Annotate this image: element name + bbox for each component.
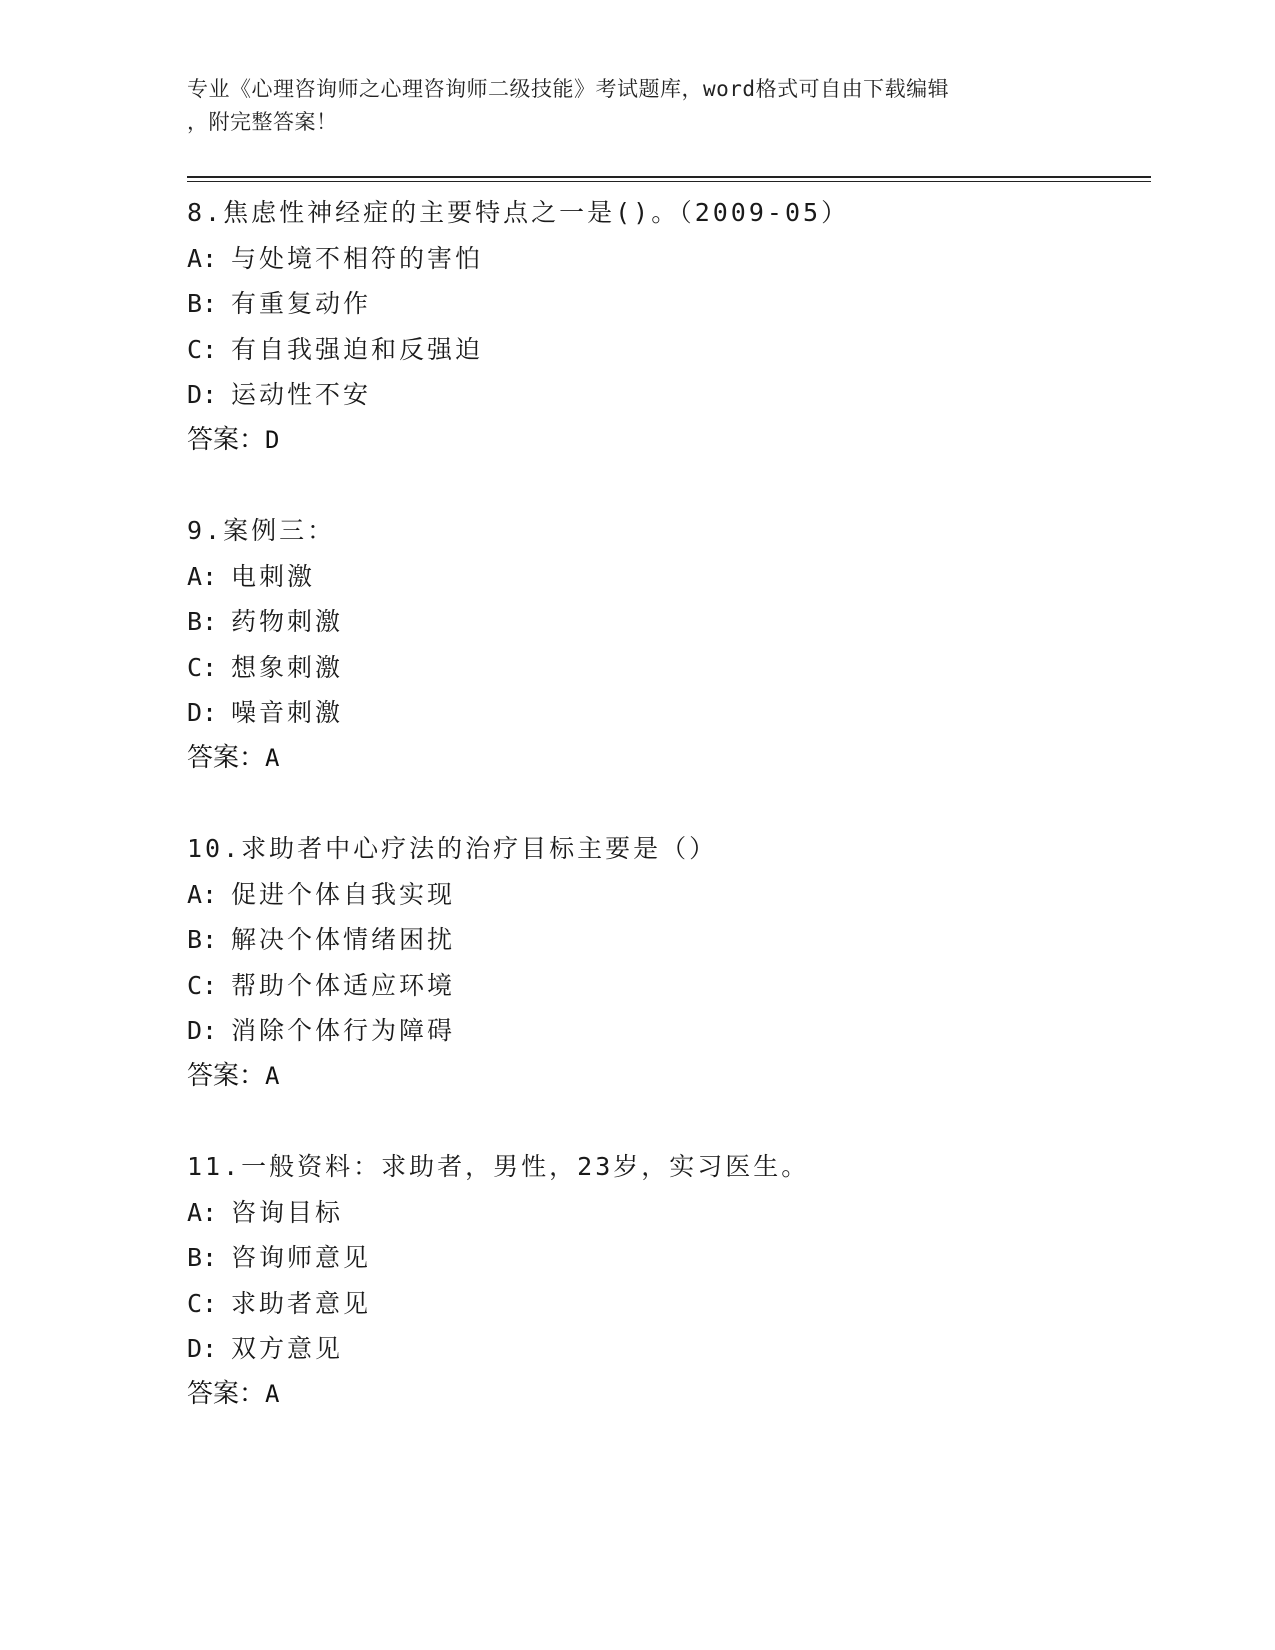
option-key: D: xyxy=(187,1016,218,1045)
option-key: C: xyxy=(187,652,218,682)
option-b xyxy=(187,599,1151,645)
option-key: A: xyxy=(187,561,218,591)
option-text: 电刺激 xyxy=(231,561,316,591)
option-key: D: xyxy=(187,1334,218,1363)
header-line-2: ，附完整答案！ xyxy=(187,110,338,134)
option-text: 双方意见 xyxy=(231,1334,344,1363)
option-text: 与处境不相符的害怕 xyxy=(231,243,484,273)
option-key: A: xyxy=(187,879,218,909)
question-list xyxy=(187,190,1151,1462)
option-key: C: xyxy=(187,334,218,364)
question-8 xyxy=(187,190,1151,508)
header-line-1: 专业《心理咨询师之心理咨询师二级技能》考试题库，word格式可自由下载编辑 xyxy=(187,77,950,101)
answer-value: A xyxy=(265,743,280,772)
answer xyxy=(187,736,1151,782)
option-key: C: xyxy=(187,1288,218,1318)
option-key: D: xyxy=(187,698,218,727)
option-key: C: xyxy=(187,970,218,1000)
answer-value: D xyxy=(265,425,280,454)
option-b xyxy=(187,281,1151,327)
option-text: 帮助个体适应环境 xyxy=(231,970,456,1000)
option-text: 消除个体行为障碍 xyxy=(231,1016,456,1045)
header-rule-thin xyxy=(187,181,1151,182)
option-text: 想象刺激 xyxy=(231,652,344,682)
option-key: A: xyxy=(187,243,218,273)
option-key: A: xyxy=(187,1197,218,1227)
option-text: 咨询师意见 xyxy=(231,1243,372,1272)
answer-label: 答案： xyxy=(187,1060,266,1091)
option-c xyxy=(187,1281,1151,1327)
answer xyxy=(187,418,1151,464)
option-text: 药物刺激 xyxy=(231,607,344,636)
option-c xyxy=(187,963,1151,1009)
question-stem: 8.焦虑性神经症的主要特点之一是()。（2009-05） xyxy=(187,198,850,227)
answer-value: A xyxy=(265,1379,280,1408)
option-a xyxy=(187,554,1151,600)
option-a xyxy=(187,1190,1151,1236)
option-text: 噪音刺激 xyxy=(231,698,344,727)
document-header xyxy=(187,73,1087,139)
answer xyxy=(187,1054,1151,1100)
question-10 xyxy=(187,826,1151,1144)
option-key: B: xyxy=(187,925,218,954)
option-key: D: xyxy=(187,380,218,409)
option-d xyxy=(187,690,1151,736)
question-stem: 11.一般资料：求助者，男性，23岁，实习医生。 xyxy=(187,1152,810,1181)
question-11 xyxy=(187,1144,1151,1462)
question-stem: 9.案例三： xyxy=(187,516,336,545)
option-text: 求助者意见 xyxy=(231,1288,372,1318)
option-text: 促进个体自我实现 xyxy=(231,879,456,909)
option-b xyxy=(187,1235,1151,1281)
header-rule-thick xyxy=(187,176,1151,178)
option-d xyxy=(187,1008,1151,1054)
answer xyxy=(187,1372,1151,1418)
answer-label: 答案： xyxy=(187,1378,266,1409)
answer-value: A xyxy=(265,1061,280,1090)
option-a xyxy=(187,236,1151,282)
option-c xyxy=(187,327,1151,373)
answer-label: 答案： xyxy=(187,742,266,773)
option-a xyxy=(187,872,1151,918)
question-9 xyxy=(187,508,1151,826)
question-stem: 10.求助者中心疗法的治疗目标主要是（） xyxy=(187,834,718,863)
option-d xyxy=(187,372,1151,418)
option-text: 运动性不安 xyxy=(231,380,372,409)
option-text: 解决个体情绪困扰 xyxy=(231,925,456,954)
option-key: B: xyxy=(187,1243,218,1272)
option-text: 有自我强迫和反强迫 xyxy=(231,334,484,364)
answer-label: 答案： xyxy=(187,424,266,455)
option-text: 咨询目标 xyxy=(231,1197,344,1227)
option-key: B: xyxy=(187,289,218,318)
option-b xyxy=(187,917,1151,963)
option-d xyxy=(187,1326,1151,1372)
option-key: B: xyxy=(187,607,218,636)
option-c xyxy=(187,645,1151,691)
option-text: 有重复动作 xyxy=(231,289,372,318)
